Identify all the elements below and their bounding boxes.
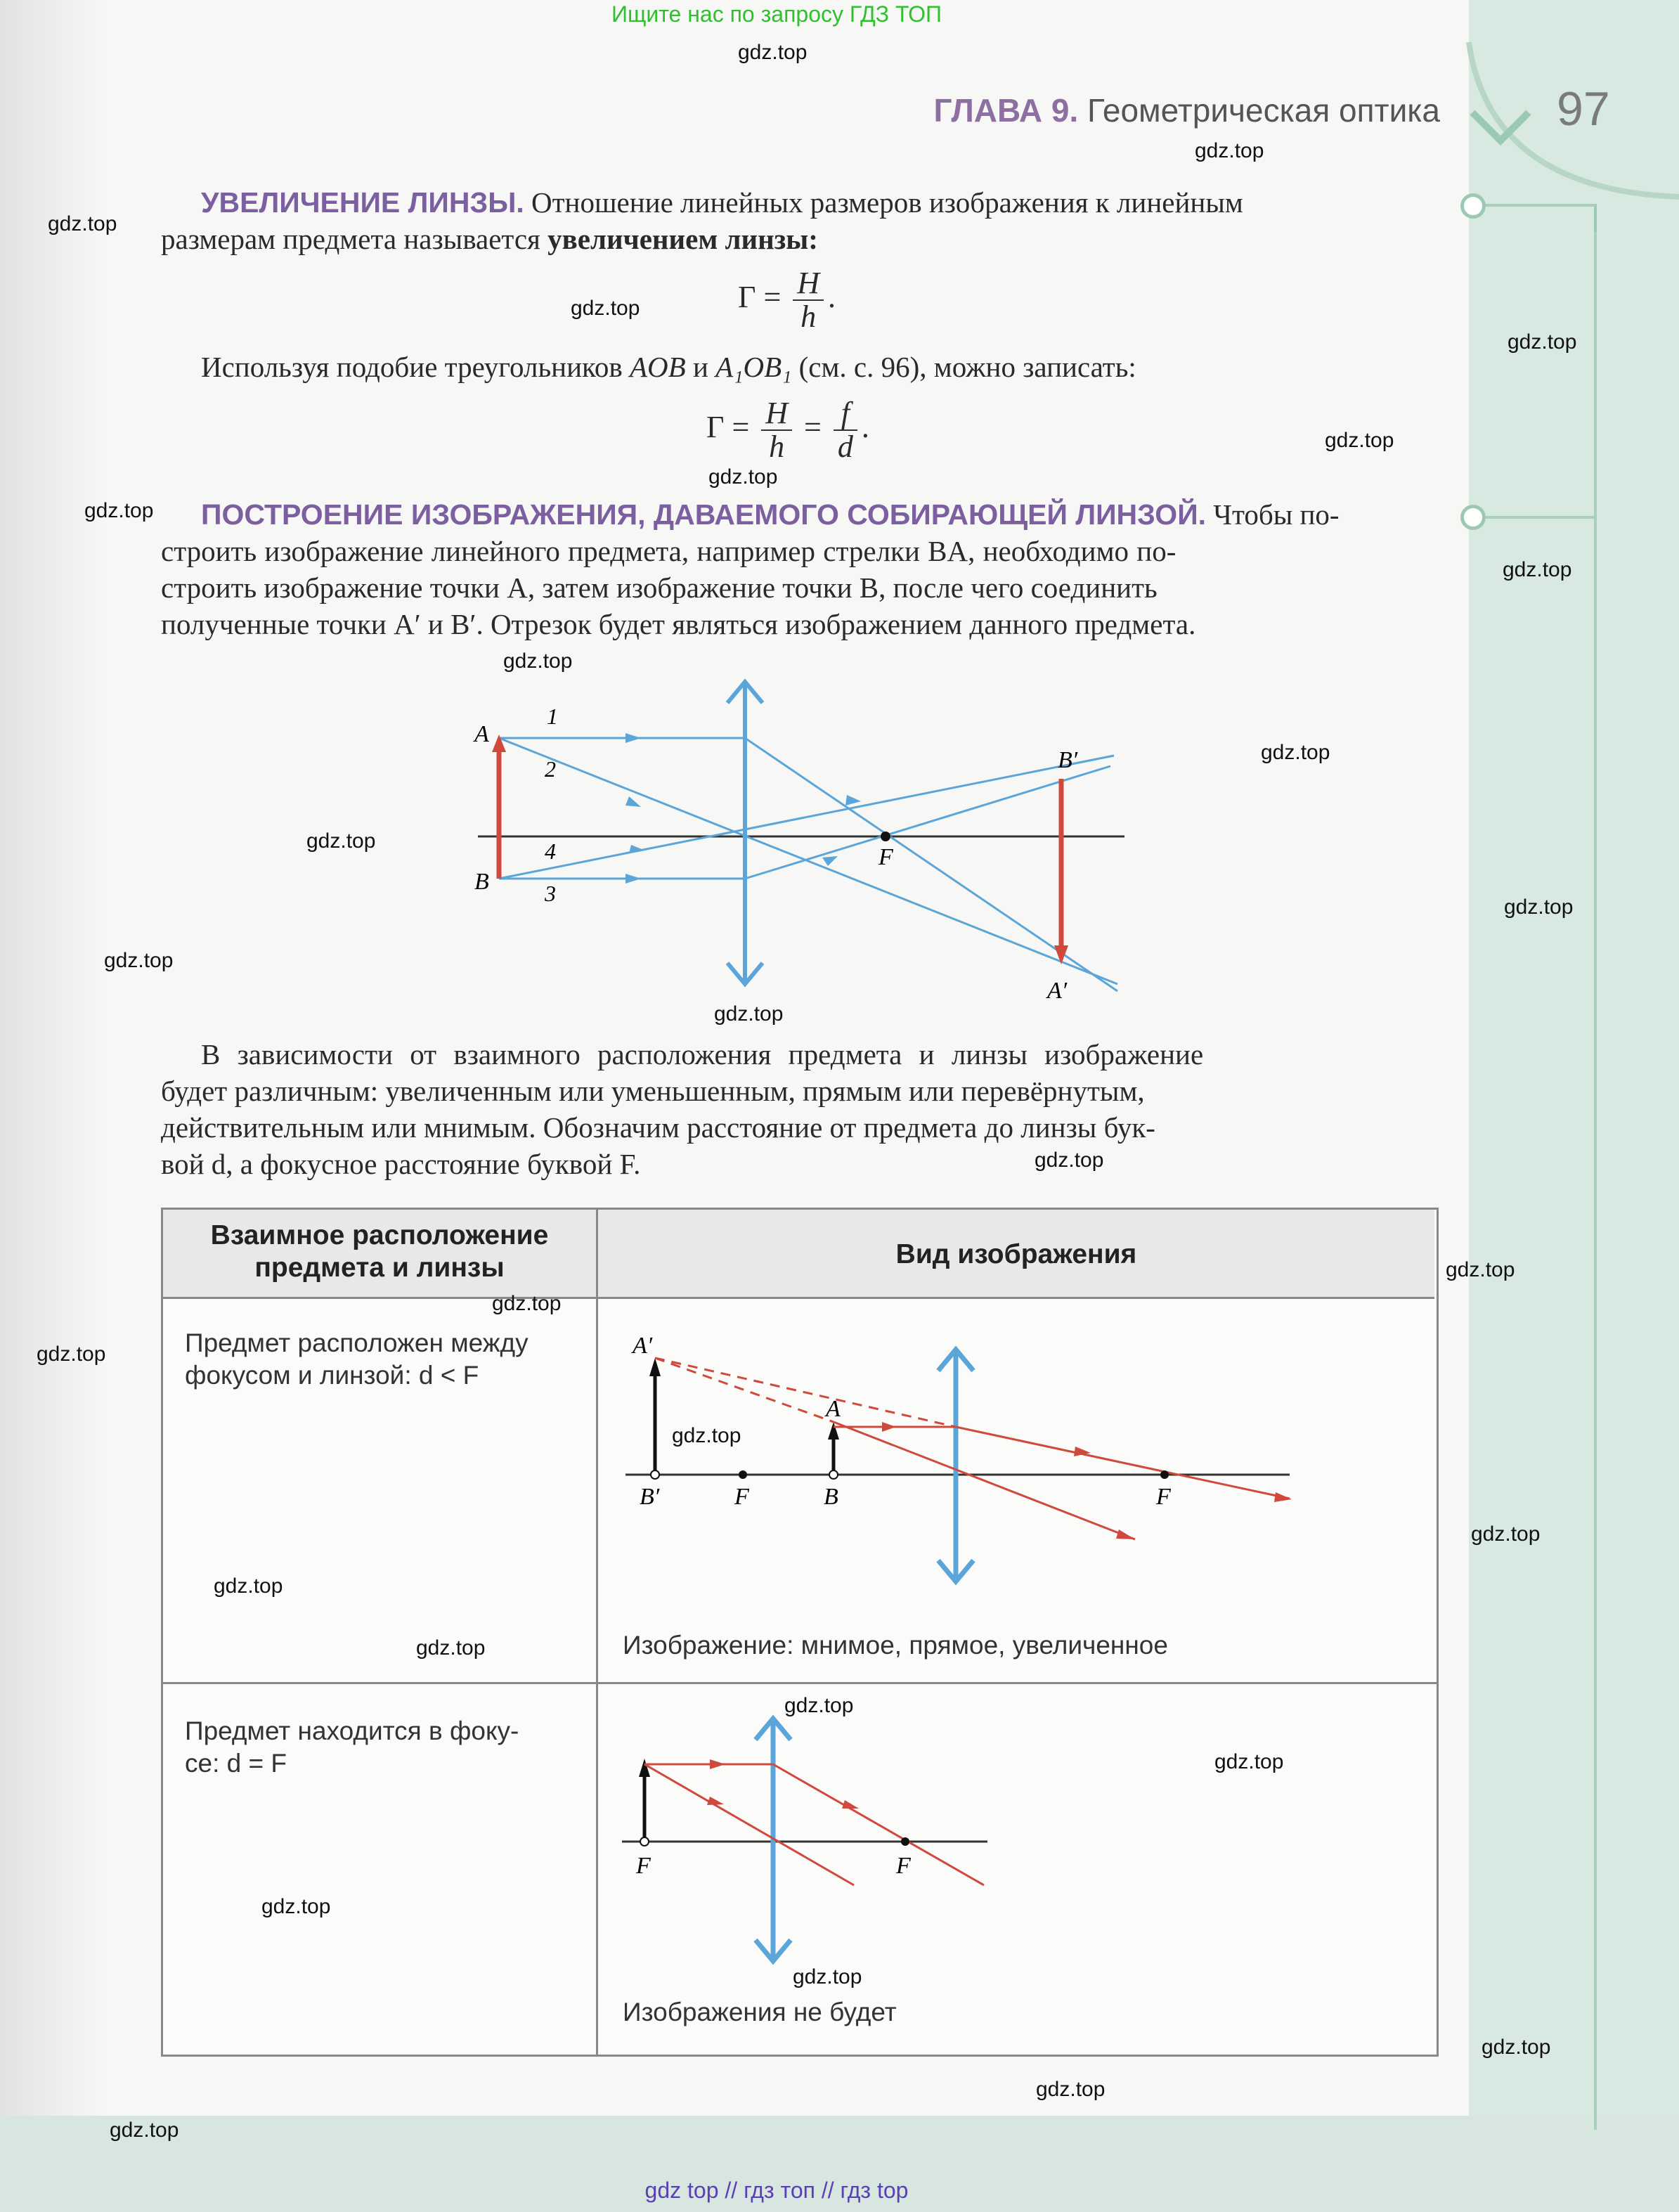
watermark: gdz.top [1325,429,1394,452]
similarity-ref: (см. с. 96), можно записать: [798,351,1136,383]
watermark: gdz.top [1261,741,1330,764]
watermark: gdz.top [793,1965,862,1988]
ray-arrow-1b [845,795,861,806]
watermark: gdz.top [784,1694,854,1717]
page-spine-shadow [0,0,105,2212]
label-B-prime: B′ [1058,747,1078,773]
watermark: gdz.top [672,1424,741,1447]
row1-arrow-4 [1116,1529,1135,1539]
label-ray-2: 2 [545,756,556,782]
bottom-ad-text: gdz top // гдз топ // гдз top [644,2178,909,2203]
section2-text1: Чтобы по- [1213,498,1340,531]
label-ray-1: 1 [547,704,558,729]
section1-term: увеличением линзы: [547,223,818,255]
header-col1-line1: Взаимное расположение [210,1220,549,1250]
watermark: gdz.top [110,2119,179,2142]
label-B: B [474,869,489,895]
watermark: gdz.top [1508,330,1577,354]
converging-lens-diagram [457,675,1160,1012]
watermark: gdz.top [492,1292,562,1315]
watermark: gdz.top [306,829,376,853]
row2-diagram [611,1708,1005,1975]
row2-label-F1: F [636,1853,651,1879]
watermark: gdz.top [261,1895,331,1918]
watermark: gdz.top [708,465,778,489]
row1-label-A: A [826,1396,841,1422]
row1-focus-right [1160,1470,1169,1479]
fraction3-num: f [834,397,857,431]
formula2-gamma: Г [706,410,725,445]
row1-label-F2: F [1156,1484,1171,1510]
similarity-text: Используя подобие треугольников [201,351,623,383]
row1-point-B-img [651,1470,659,1479]
row1-ray-b [834,1422,1135,1539]
section1-heading: УВЕЛИЧЕНИЕ ЛИНЗЫ. [201,186,524,219]
row2-arrow-2 [707,1797,724,1805]
image-arrow-head [1054,945,1068,964]
row1-diagram [611,1321,1314,1603]
row2-condition [185,1715,519,1780]
running-header [934,91,1440,129]
watermark: gdz.top [84,499,154,522]
margin-decoration [1385,28,1679,351]
bullet-rule-2 [1476,516,1595,519]
triangle-aob: AOB [630,351,686,383]
fraction2-H-h [761,397,792,463]
watermark: gdz.top [1446,1258,1515,1281]
row1-condition [185,1327,529,1392]
fraction-num: H [793,267,824,301]
similarity-line [201,349,1136,385]
label-ray-4: 4 [545,839,556,864]
section2-line1 [201,496,1340,533]
bullet-rule-1 [1476,204,1595,207]
fraction-f-d [834,397,857,463]
chapter-title: Геометрическая оптика [1087,92,1440,129]
section2-heading: ПОСТРОЕНИЕ ИЗОБРАЖЕНИЯ, ДАВАЕМОГО СОБИРАЮЩЕЙ ЛИНЗОЙ. [201,498,1207,531]
row1-caption: Изображение: мнимое, прямое, увеличенное [623,1631,1168,1660]
watermark: gdz.top [1195,139,1264,162]
row1-condition-line1: Предмет расположен между [185,1328,529,1357]
row2-object-arrow-head [639,1759,650,1777]
row2-arrow-3 [842,1800,859,1809]
row2-ray-a-out [773,1764,984,1885]
watermark: gdz.top [1503,558,1572,581]
row1-image-arrow-head [649,1358,661,1376]
ray-arrow-1 [625,733,641,743]
ray-arrow-3b [822,856,838,866]
watermark: gdz.top [714,1002,784,1026]
para-line1: В зависимости от взаимного расположения предмета и линзы изображение [201,1038,1204,1071]
section1-line2 [161,221,818,257]
watermark: gdz.top [1214,1750,1284,1773]
watermark: gdz.top [214,1574,283,1598]
para-line2: будет различным: увеличенным или уменьшенным, прямым или перевёрнутым, [161,1075,1145,1107]
para-line3: действительным или мнимым. Обозначим расстояние от предмета до линзы бук- [161,1111,1155,1144]
row2-focus-right [901,1837,909,1846]
section1-text1: Отношение линейных размеров изображения к линейным [531,186,1243,219]
row2-condition-line2: се: d = F [185,1749,287,1778]
label-ray-3: 3 [545,881,556,906]
label-A-prime: A′ [1047,978,1068,1004]
formula-gamma: Г [738,280,756,315]
page-number: 97 [1557,82,1610,136]
row1-focus-left [739,1470,747,1479]
section2-line2: строить изображение линейного предмета, например стрелки BA, необходимо по- [161,535,1176,567]
row1-label-A-prime: A′ [633,1333,653,1359]
row1-condition-line2: фокусом и линзой: d < F [185,1361,479,1390]
table-column-divider [596,1208,598,2055]
label-F: F [879,844,893,870]
fraction-den: h [800,299,817,334]
section2-line4: полученные точки A′ и B′. Отрезок будет являться изображением данного предмета. [161,608,1196,640]
row1-arrow-1 [882,1422,896,1432]
table-header-col2: Вид изображения [895,1239,1137,1269]
section-bullet-1 [1460,193,1486,219]
label-A: A [474,721,489,747]
watermark: gdz.top [104,949,174,972]
fraction-H-h [793,267,824,333]
watermark: gdz.top [37,1343,106,1366]
watermark: gdz.top [1504,895,1574,919]
row1-dashed-1 [655,1358,956,1427]
row1-ray-a-out [956,1427,1290,1499]
row1-label-F1: F [734,1484,749,1510]
ray-arrow-2 [625,796,641,807]
row2-condition-line1: Предмет находится в фоку- [185,1716,519,1745]
row1-label-B: B [824,1484,838,1510]
ray-arrow-3 [625,874,641,884]
section-bullet-2 [1460,505,1486,530]
row2-arrow-1 [710,1759,725,1769]
watermark: gdz.top [1471,1522,1541,1546]
watermark: gdz.top [571,297,640,320]
chapter-label: ГЛАВА 9. [933,92,1079,129]
table-header-col1 [163,1220,596,1284]
fraction2-den: h [769,429,785,464]
watermark: gdz.top [738,41,808,64]
section2-line3: строить изображение точки A, затем изображение точки B, после чего соединить [161,571,1158,604]
header-col1-line2: предмета и линзы [254,1253,505,1283]
triangle-a1ob1: A₁OB₁ [715,351,792,383]
top-ad-text: Ищите нас по запросу ГДЗ ТОП [611,1,942,27]
para-line4: вой d, а фокусное расстояние буквой F. [161,1148,641,1180]
watermark: gdz.top [503,649,573,673]
row2-label-F2: F [896,1853,911,1879]
table-row-divider [161,1682,1437,1684]
row1-point-B [829,1470,838,1479]
row1-dashed-2 [655,1358,834,1422]
row2-ray-b [644,1764,854,1885]
row1-arrow-3 [1274,1492,1292,1502]
watermark: gdz.top [1035,1149,1104,1172]
and-word: и [692,351,708,383]
section1-line1 [201,184,1243,221]
formula-magnification-2: Г = $\frac{H}{h}$ = $\frac{f}{d}$ . [706,396,869,464]
focus-point [881,832,890,841]
row2-caption: Изображения не будет [623,1998,897,2026]
row2-point-object [640,1837,649,1846]
fraction2-num: H [761,397,792,431]
watermark: gdz.top [1482,2036,1551,2059]
fraction3-den: d [837,429,853,464]
formula-magnification: Г = $\frac{H}{h}$ . [738,266,836,334]
watermark: gdz.top [1036,2078,1106,2101]
section1-text2: размерам предмета называется [161,223,540,255]
watermark: gdz.top [416,1636,486,1660]
row1-label-B-prime: B′ [640,1484,660,1510]
watermark: gdz.top [48,212,117,235]
